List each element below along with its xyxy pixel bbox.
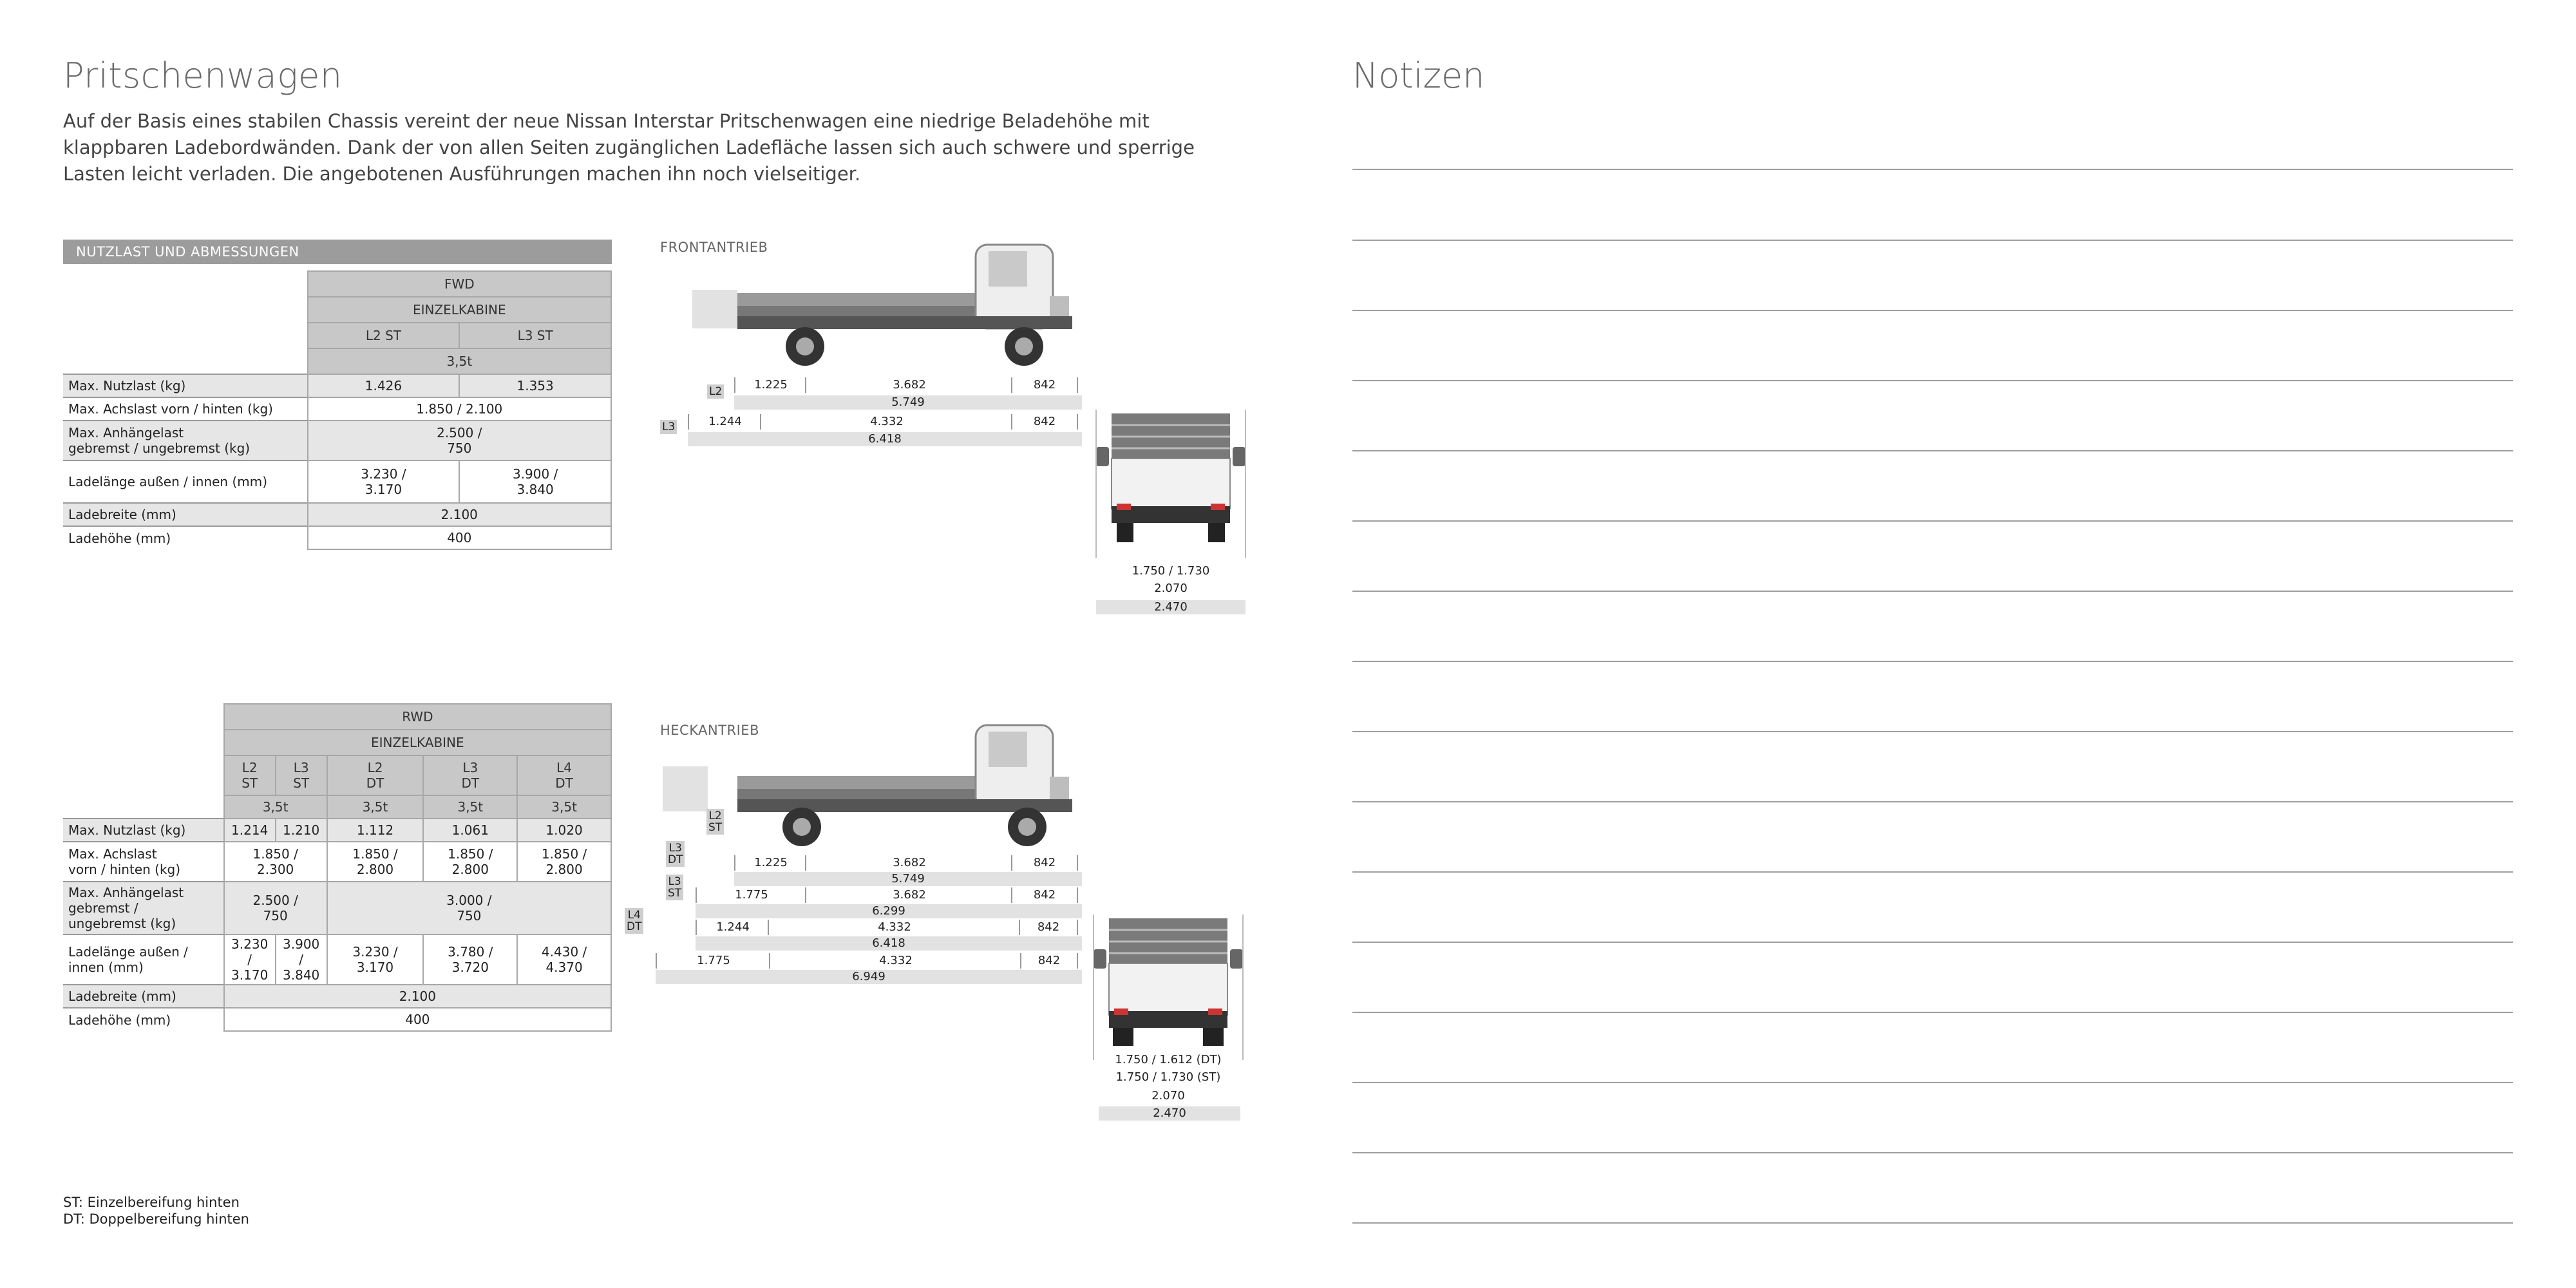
row-label: Max. Achslast vorn / hinten (kg) [63, 397, 308, 421]
front-l2-total: 5.749 [734, 395, 1082, 410]
cell-value: 3.900 / 3.840 [276, 934, 327, 985]
dim-front-overhang: 1.775 [656, 953, 770, 969]
cell-value: 1.210 [276, 819, 327, 842]
legend-st: ST: Einzelbereifung hinten [63, 1195, 240, 1210]
cell-value: 3.900 / 3.840 [459, 460, 611, 503]
cell-value: 1.020 [517, 819, 611, 842]
front-truck-rear-illustration [1094, 410, 1248, 558]
dim-front-overhang: 1.775 [696, 887, 806, 903]
note-line [1352, 1012, 2513, 1013]
dim-wheelbase: 4.332 [760, 414, 1012, 430]
drive-header: RWD [224, 704, 611, 730]
note-line [1352, 520, 2513, 522]
row-label: Ladebreite (mm) [63, 985, 224, 1008]
heck-drive-label: HECKANTRIEB [660, 723, 759, 738]
cell-value: 2.500 / 750 [224, 882, 327, 934]
legend-dt: DT: Doppelbereifung hinten [63, 1211, 249, 1227]
heck-truck-rear-illustration [1091, 914, 1245, 1060]
l3-tag: L3 [660, 420, 677, 434]
heck-row3-total: 6.418 [696, 936, 1082, 951]
front-l3-dims [688, 414, 1082, 430]
front-rear-width-total: 2.470 [1096, 600, 1245, 614]
note-line [1352, 310, 2513, 311]
legend [63, 1194, 249, 1227]
dim-wheelbase: 3.682 [805, 855, 1012, 871]
front-truck-side-illustration [686, 232, 1098, 374]
heck-row3-dims [696, 920, 1082, 935]
note-line [1352, 240, 2513, 241]
weight-header: 3,5t [308, 348, 611, 374]
heck-row2-dims [696, 887, 1082, 903]
note-line [1352, 169, 2513, 170]
col-header: L3 ST [276, 755, 327, 795]
weight-header: 3,5t [327, 795, 424, 819]
heck-row4-dims [656, 953, 1082, 969]
note-line [1352, 731, 2513, 732]
rwd-spec-table [63, 703, 612, 1032]
heck-rear-width-dt: 1.750 / 1.612 (DT) [1115, 1053, 1222, 1066]
cell-value: 2.100 [224, 985, 611, 1008]
cell-value: 1.850 / 2.800 [327, 842, 424, 882]
row-label: Ladelänge außen / innen (mm) [63, 460, 308, 503]
note-line [1352, 942, 2513, 943]
row-label: Ladehöhe (mm) [63, 526, 308, 549]
cab-header: EINZELKABINE [224, 730, 611, 755]
cell-value: 3.230 / 3.170 [224, 934, 276, 985]
heck-rear-width-st: 1.750 / 1.730 (ST) [1115, 1070, 1221, 1084]
cell-value: 3.780 / 3.720 [423, 934, 517, 985]
dim-front-overhang: 1.225 [734, 855, 806, 871]
heck-truck-side-illustration [660, 708, 1098, 857]
note-line [1352, 450, 2513, 451]
cell-value: 1.850 / 2.800 [423, 842, 517, 882]
row-label: Max. Anhängelast gebremst / ungebremst (kg) [63, 421, 308, 460]
row-label: Ladelänge außen / innen (mm) [63, 934, 224, 985]
dim-rear-overhang: 842 [1011, 855, 1078, 871]
weight-header: 3,5t [224, 795, 327, 819]
cell-value: 3.230 / 3.170 [327, 934, 424, 985]
dim-front-overhang: 1.225 [734, 377, 806, 393]
section-header: NUTZLAST UND ABMESSUNGEN [63, 240, 612, 264]
l4dt-tag: L4 DT [625, 908, 643, 934]
cell-value: 1.112 [327, 819, 424, 842]
dim-rear-overhang: 842 [1020, 953, 1078, 969]
heck-row4-total: 6.949 [656, 970, 1082, 984]
weight-header: 3,5t [423, 795, 517, 819]
note-line [1352, 871, 2513, 873]
intro-text: Auf der Basis eines stabilen Chassis vereint der neue Nissan Interstar Pritschenwagen eine niedrige Beladehöhe mit klappbaren Ladebordwänden. Dank der von allen Seiten zugänglichen Ladefläche lassen sich auch schwere und sperrige Lasten leicht verladen. Die angebotenen Ausführungen machen ihn noch vielseitiger. [63, 110, 1195, 185]
cab-header: EINZELKABINE [308, 297, 611, 323]
dim-rear-overhang: 842 [1011, 414, 1078, 430]
l2st-tag: L2 ST [706, 809, 724, 835]
fwd-spec-table [63, 270, 612, 550]
cell-value: 1.850 / 2.300 [224, 842, 327, 882]
l3dt-tag: L3 DT [666, 841, 685, 867]
page-title: Pritschenwagen [63, 55, 343, 96]
row-label: Max. Nutzlast (kg) [63, 374, 308, 397]
cell-value: 3.000 / 750 [327, 882, 611, 934]
dim-front-overhang: 1.244 [688, 414, 761, 430]
heck-row2-total: 6.299 [696, 904, 1082, 918]
note-line [1352, 380, 2513, 381]
note-line [1352, 801, 2513, 802]
col-header: L2 DT [327, 755, 424, 795]
heck-rear-width-track: 2.070 [1151, 1089, 1185, 1103]
l2-tag: L2 [707, 384, 724, 399]
col-header: L2 ST [224, 755, 276, 795]
row-label: Ladehöhe (mm) [63, 1008, 224, 1031]
cell-value: 1.353 [459, 374, 611, 397]
dim-wheelbase: 3.682 [805, 887, 1012, 903]
note-line [1352, 1082, 2513, 1083]
row-label: Max. Achslast vorn / hinten (kg) [63, 842, 224, 882]
col-header: L2 ST [308, 323, 460, 348]
cell-value: 1.850 / 2.100 [308, 397, 611, 421]
dim-front-overhang: 1.244 [696, 920, 769, 935]
cell-value: 400 [308, 526, 611, 549]
cell-value: 2.500 / 750 [308, 421, 611, 460]
front-drive-label: FRONTANTRIEB [660, 240, 768, 255]
dim-rear-overhang: 842 [1011, 377, 1078, 393]
cell-value: 1.850 / 2.800 [517, 842, 611, 882]
col-header: L3 ST [459, 323, 611, 348]
notes-title: Notizen [1352, 55, 1485, 96]
row-label: Max. Nutzlast (kg) [63, 819, 224, 842]
cell-value: 3.230 / 3.170 [308, 460, 460, 503]
cell-value: 400 [224, 1008, 611, 1031]
heck-rear-width-total: 2.470 [1099, 1106, 1240, 1121]
l3st-tag: L3 ST [666, 875, 683, 900]
cell-value: 2.100 [308, 503, 611, 526]
cell-value: 1.426 [308, 374, 460, 397]
note-line [1352, 1222, 2513, 1224]
front-l3-total: 6.418 [688, 432, 1082, 446]
heck-row1-total: 5.749 [734, 872, 1082, 886]
note-line [1352, 591, 2513, 592]
heck-row1-dims [734, 855, 1082, 871]
cell-value: 1.214 [224, 819, 276, 842]
dim-wheelbase: 4.332 [768, 920, 1020, 935]
front-rear-width-track: 2.070 [1154, 582, 1188, 595]
col-header: L3 DT [423, 755, 517, 795]
dim-wheelbase: 3.682 [805, 377, 1012, 393]
dim-rear-overhang: 842 [1019, 920, 1078, 935]
note-line [1352, 1152, 2513, 1153]
front-rear-width-inner: 1.750 / 1.730 [1132, 564, 1210, 578]
drive-header: FWD [308, 271, 611, 297]
col-header: L4 DT [517, 755, 611, 795]
cell-value: 4.430 / 4.370 [517, 934, 611, 985]
note-line [1352, 661, 2513, 662]
cell-value: 1.061 [423, 819, 517, 842]
row-label: Ladebreite (mm) [63, 503, 308, 526]
weight-header: 3,5t [517, 795, 611, 819]
front-l2-dims [734, 377, 1082, 393]
dim-rear-overhang: 842 [1011, 887, 1078, 903]
dim-wheelbase: 4.332 [769, 953, 1021, 969]
row-label: Max. Anhängelast gebremst / ungebremst (kg) [63, 882, 224, 934]
